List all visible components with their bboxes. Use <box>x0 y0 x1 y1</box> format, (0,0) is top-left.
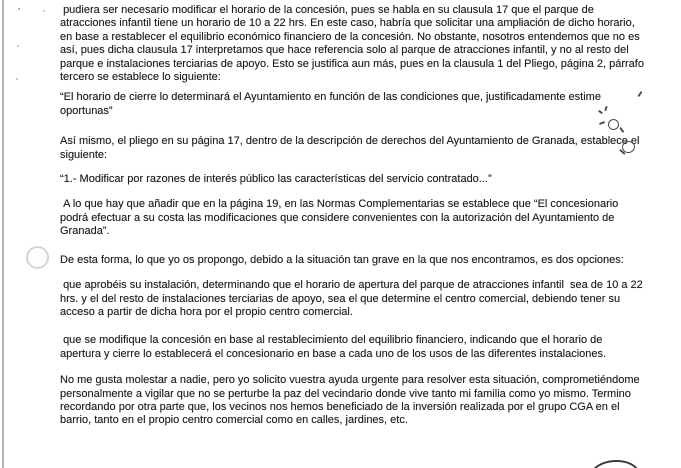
scan-edge-line <box>2 0 4 468</box>
letter-body <box>60 4 648 428</box>
quoted-clause: “1.- Modificar por razones de interés público las características del servicio contratado...” <box>60 173 492 186</box>
stamp-edge-icon <box>590 459 639 468</box>
option-paragraph: que se modifique la concesión en base al restablecimiento del equilibrio financiero, indicando que el horario de apertura y cierre lo establecerá el concesionario en base a cada uno de los usos de las diferentes instalaciones. <box>60 334 607 360</box>
quoted-clause: “El horario de cierre lo determinará el Ayuntamiento en función de las condiciones que, justificadamente estime oportunas” <box>60 91 604 117</box>
hole-punch-circle <box>26 246 49 269</box>
scan-speck <box>17 45 19 47</box>
scan-speck <box>43 10 45 12</box>
body-paragraph: A lo que hay que añadir que en la página 19, en las Normas Complementarias se establece que “El concesionario podrá efectuar a su costa las modificaciones que considere convenientes con la autorización del Ayuntamiento de Granada”. <box>60 198 622 238</box>
scan-speck <box>16 78 18 80</box>
option-paragraph: que aprobéis su instalación, determinando que el horario de apertura del parque de atracciones infantil sea de 10 a 22 hrs. y el del resto de instalaciones terciarias de apoyo, sea el que determine el centro comercial, debiendo tener su acceso a partir de dicha hora por el propio centro comercial. <box>60 279 646 318</box>
scan-speck <box>18 8 20 10</box>
body-paragraph: De esta forma, lo que yo os propongo, debido a la situación tan grave en la que nos encontramos, es dos opciones: <box>60 253 624 266</box>
body-paragraph: No me gusta molestar a nadie, pero yo solicito vuestra ayuda urgente para resolver esta situación, comprometiéndome personalmente a vigilar que no se perturbe la paz del vecindario donde vive tanto mi familia como yo mismo. Termino recordando por otra parte que, los vecinos nos hemos beneficiado de la inversión realizada por el grupo CGA en el barrio, tanto en el propio centro comercial como en calles, jardines, etc. <box>60 374 643 427</box>
body-paragraph: pudiera ser necesario modificar el horario de la concesión, pues se habla en su clausula 17 que el parque de atracciones infantil tiene un horario de 10 a 22 hrs. En este caso, habría que solicitar una ampliación de dicho horario, en base a restablecer el equilibrio económico financiero de la concesión. No obstante, nosotros entendemos que no es así, pues dicha clausula 17 interpretamos que hace referencia solo al parque de atracciones infantil, y no al resto del parque e instalaciones terciarias de apoyo. Esto se justifica aun más, pues en la clausula 1 del Pliego, página 2, párrafo tercero se establece lo siguiente: <box>60 4 648 84</box>
body-paragraph: Así mismo, el pliego en su página 17, dentro de la descripción de derechos del Ayuntamiento de Granada, establece el siguiente: <box>60 135 643 161</box>
